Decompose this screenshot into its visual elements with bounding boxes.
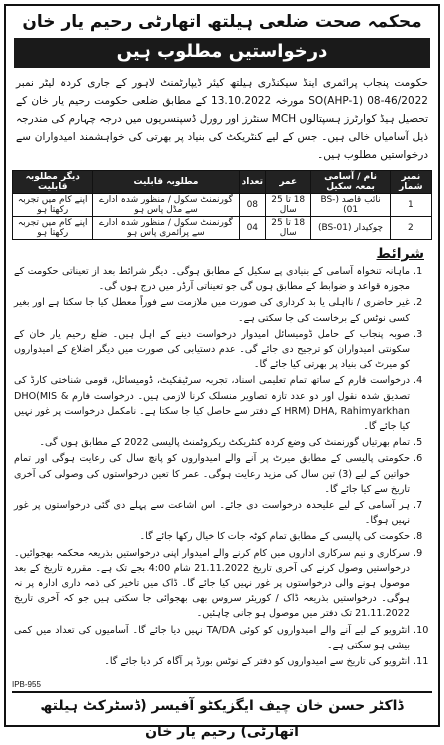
conditions-list [14, 264, 426, 669]
department-heading: محکمہ صحت ضلعی ہیلتھ اتھارٹی رحیم یار خان [22, 12, 422, 32]
table-row [13, 217, 432, 240]
table-header-row [13, 171, 432, 194]
cell-count: 08 [239, 194, 265, 217]
table-row [13, 194, 432, 217]
list-item: 5. تمام بھرتیاں گورنمنٹ کی وضع کردہ کنٹریکٹ ریکروٹمنٹ پالیسی 2022 کے مطابق ہوں گی۔ [14, 435, 410, 450]
cell-serial: 1 [390, 194, 431, 217]
list-item: 2. غیر حاضری / نااہلی یا بد کرداری کی صورت میں ملازمت سے فوراً معطل کیا جا سکتا ہے اور بغیر کسی نوٹس کے برخاست کی جا سکتی ہے۔ [14, 295, 410, 325]
cell-serial: 2 [390, 217, 431, 240]
col-post: نام / آسامی بمعہ سکیل [311, 171, 390, 194]
cell-age: 18 تا 25 سال [265, 194, 310, 217]
advertisement-page [4, 4, 440, 740]
cell-post: نائب قاصد (BS-01) [311, 194, 390, 217]
list-item: 3. صوبہ پنجاب کے حامل ڈومیسائل امیدوار درخواست دینے کے اہل ہیں۔ ضلع رحیم یار خان کے سکونتی امیدواران کو ترجیح دی جائے گی۔ عدم دستیابی کی صورت میں دیگر اضلاع کے امیدواروں کو میرٹ کی بنیاد پر بھرتی کیا جائے گا۔ [14, 327, 410, 373]
cell-other-qualification: اپنے کام میں تجربہ رکھتا ہو [13, 217, 93, 240]
col-serial: نمبر شمار [390, 171, 431, 194]
list-item: 1. ماہانہ تنخواہ آسامی کے بنیادی پے سکیل کے مطابق ہوگی۔ دیگر شرائط بعد از تعیناتی حکومت کے مجوزہ قواعد و ضوابط کے مطابق ہوں گی جو تعیناتی آرڈر میں درج ہوں گی۔ [14, 264, 410, 294]
reference-code: IPB-955 [12, 680, 41, 689]
list-item: 9. سرکاری و نیم سرکاری اداروں میں کام کرنے والے امیدوار اپنی درخواستیں بذریعہ محکمہ بھجوائیں۔ درخواستیں وصول کرنے کی آخری تاریخ 21.11.2022 شام 4:00 بجے تک ہے۔ مقررہ تاریخ کے بعد موصول ہونے والی درخواستوں پر غور نہیں کیا جائے گا۔ ڈاک میں تاخیر کی ذمہ داری ادارہ پر نہ ہوگی۔ درخواستیں بذریعہ ڈاک / کوریئر سروس بھی بھجوائی جا سکتی ہیں جو کہ آخری تاریخ 21.11.2022 تک دفتر میں موصول ہو جانی چاہئیں۔ [14, 546, 410, 622]
col-qualification: مطلوبہ قابلیت [93, 171, 239, 194]
col-age: عمر [265, 171, 310, 194]
cell-age: 18 تا 25 سال [265, 217, 310, 240]
cell-count: 04 [239, 217, 265, 240]
col-count: تعداد [239, 171, 265, 194]
intro-paragraph: حکومت پنجاب پرائمری اینڈ سیکنڈری ہیلتھ کیئر ڈیپارٹمنٹ لاہور کے جاری کردہ لیٹر نمبر SO(AHP-1) 08-46/2022 مورخہ 13.10.2022 کے مطابق ضلعی حکومت رحیم یار خان کے تحصیل ہیڈ کوارٹرز ہسپتالوں MCH سنٹرز اور رورل ڈسپنسریوں میں درجہ چہارم کی مندرجہ ذیل آسامیاں خالی ہیں۔ جس کے لیے کنٹریکٹ کی بنیاد پر بھرتی کی خواہشمند امیدواران سے درخواستیں مطلوب ہیں۔ [16, 77, 428, 161]
vacancy-table [12, 170, 432, 240]
list-item: 8. حکومت کی پالیسی کے مطابق تمام کوٹہ جات کا خیال رکھا جائے گا۔ [14, 529, 410, 544]
signatory-footer: ڈاکٹر حسن خان چیف ایگزیکٹو آفیسر (ڈسٹرکٹ ہیلتھ اتھارٹی) رحیم یار خان [12, 691, 432, 719]
list-item: 7. ہر آسامی کے لیے علیحدہ درخواست دی جائے۔ اس اشاعت سے پہلے دی گئی درخواستوں پر غور نہیں ہوگا۔ [14, 498, 410, 528]
list-item: 6. حکومتی پالیسی کے مطابق میرٹ پر آنے والے امیدواروں کو پانچ سال کی رعایت ہوگی اور تمام خواتین کے لیے (3) تین سال کی مزید رعایت ہوگی۔ عمر کا تعین درخواستوں کی وصولی کی آخری تاریخ سے کیا جائے گا۔ [14, 451, 410, 497]
conditions-title: شرائط [376, 246, 424, 262]
cell-post: چوکیدار (BS-01) [311, 217, 390, 240]
page-title: درخواستیں مطلوب ہیں [14, 38, 430, 68]
cell-other-qualification: اپنے کام میں تجربہ رکھتا ہو [13, 194, 93, 217]
list-item: 4. درخواست فارم کے ساتھ تمام تعلیمی اسناد، تجربہ سرٹیفکیٹ، ڈومیسائل، قومی شناختی کارڈ کی تصدیق شدہ نقول اور دو عدد تازہ تصاویر منسلک کرنا لازمی ہیں۔ درخواست فارم DHO(MIS & HRM) DHA, Rahimyarkhan کے دفتر سے حاصل کیا جا سکتا ہے۔ نامکمل درخواست پر غور نہیں کیا جائے گا۔ [14, 373, 410, 434]
list-item: 11. انٹرویو کی تاریخ سے امیدواروں کو دفتر کے نوٹس بورڈ پر آگاہ کر دیا جائے گا۔ [14, 654, 410, 669]
col-other-qualification: دیگر مطلوبہ قابلیت [13, 171, 93, 194]
cell-qualification: گورنمنٹ سکول / منظور شدہ ادارے سے پرائمری پاس ہو [93, 217, 239, 240]
list-item: 10. انٹرویو کے لیے آنے والے امیدواروں کو کوئی TA/DA نہیں دیا جائے گا۔ آسامیوں کی تعداد میں کمی بیشی ہو سکتی ہے۔ [14, 623, 410, 653]
cell-qualification: گورنمنٹ سکول / منظور شدہ ادارے سے مڈل پاس ہو [93, 194, 239, 217]
